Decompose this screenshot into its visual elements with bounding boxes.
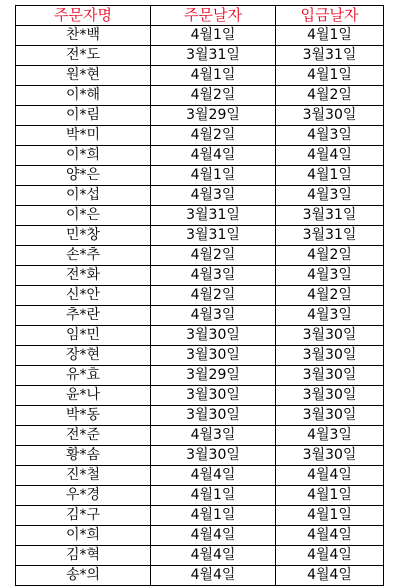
orderer-name-cell: 손*추 [16, 246, 151, 266]
order-date-cell: 3월30일 [151, 346, 276, 366]
orderer-name-cell: 이*은 [16, 206, 151, 226]
order-date-cell: 4월4일 [151, 146, 276, 166]
payment-date-cell: 4월1일 [276, 506, 384, 526]
orderer-name-cell: 이*해 [16, 86, 151, 106]
order-date-cell: 3월31일 [151, 206, 276, 226]
orderer-name-cell: 임*민 [16, 326, 151, 346]
orderer-name-cell: 전*화 [16, 266, 151, 286]
table-row [16, 366, 384, 386]
payment-date-cell: 4월4일 [276, 526, 384, 546]
order-date-cell: 4월1일 [151, 486, 276, 506]
order-date-cell: 4월4일 [151, 546, 276, 566]
header-row [16, 6, 384, 26]
table-row [16, 526, 384, 546]
orderer-name-cell: 우*경 [16, 486, 151, 506]
table-row [16, 286, 384, 306]
payment-date-cell: 3월30일 [276, 366, 384, 386]
orderer-name-cell: 박*동 [16, 406, 151, 426]
orderer-name-cell: 추*란 [16, 306, 151, 326]
order-date-cell: 3월31일 [151, 226, 276, 246]
order-date-cell: 4월3일 [151, 266, 276, 286]
orderer-name-cell: 원*현 [16, 66, 151, 86]
order-date-cell: 3월30일 [151, 386, 276, 406]
orderer-name-cell: 유*효 [16, 366, 151, 386]
orderer-name-cell: 송*의 [16, 566, 151, 586]
table-row [16, 566, 384, 586]
orderer-name-cell: 양*은 [16, 166, 151, 186]
orderer-name-cell: 이*섭 [16, 186, 151, 206]
order-date-cell: 4월4일 [151, 566, 276, 586]
order-date-cell: 3월29일 [151, 106, 276, 126]
table-row [16, 406, 384, 426]
table-row [16, 246, 384, 266]
table-row [16, 346, 384, 366]
order-date-cell: 4월3일 [151, 306, 276, 326]
payment-date-cell: 3월30일 [276, 346, 384, 366]
table-row [16, 486, 384, 506]
payment-date-cell: 3월30일 [276, 386, 384, 406]
orderer-name-cell: 장*현 [16, 346, 151, 366]
payment-date-cell: 3월31일 [276, 46, 384, 66]
payment-date-cell: 3월30일 [276, 406, 384, 426]
order-date-cell: 3월30일 [151, 446, 276, 466]
orderer-name-cell: 김*구 [16, 506, 151, 526]
order-date-cell: 4월4일 [151, 526, 276, 546]
table-row [16, 266, 384, 286]
table-row [16, 86, 384, 106]
table-row [16, 386, 384, 406]
orderer-name-cell: 전*도 [16, 46, 151, 66]
header-orderer-name: 주문자명 [16, 6, 151, 26]
table-row [16, 226, 384, 246]
table-row [16, 186, 384, 206]
table-row [16, 426, 384, 446]
payment-date-cell: 4월1일 [276, 26, 384, 46]
table-row [16, 546, 384, 566]
payment-date-cell: 4월4일 [276, 466, 384, 486]
order-date-cell: 3월30일 [151, 406, 276, 426]
header-payment-date: 입금날자 [276, 6, 384, 26]
orderer-name-cell: 이*희 [16, 146, 151, 166]
table-row [16, 146, 384, 166]
order-date-cell: 4월1일 [151, 506, 276, 526]
order-date-cell: 3월29일 [151, 366, 276, 386]
payment-date-cell: 3월31일 [276, 226, 384, 246]
payment-date-cell: 4월1일 [276, 166, 384, 186]
payment-date-cell: 3월30일 [276, 106, 384, 126]
payment-date-cell: 4월4일 [276, 566, 384, 586]
table-row [16, 446, 384, 466]
table-body [16, 26, 384, 586]
orderer-name-cell: 민*창 [16, 226, 151, 246]
payment-date-cell: 4월3일 [276, 306, 384, 326]
orderer-name-cell: 진*철 [16, 466, 151, 486]
payment-date-cell: 4월4일 [276, 546, 384, 566]
order-date-cell: 4월1일 [151, 166, 276, 186]
table-row [16, 26, 384, 46]
order-date-cell: 4월2일 [151, 126, 276, 146]
orderer-name-cell: 전*준 [16, 426, 151, 446]
order-date-cell: 4월2일 [151, 86, 276, 106]
payment-date-cell: 3월30일 [276, 326, 384, 346]
orderer-name-cell: 신*안 [16, 286, 151, 306]
orderer-name-cell: 찬*백 [16, 26, 151, 46]
order-date-cell: 4월3일 [151, 426, 276, 446]
orderer-name-cell: 김*혁 [16, 546, 151, 566]
table-row [16, 326, 384, 346]
orderer-name-cell: 이*희 [16, 526, 151, 546]
payment-date-cell: 4월3일 [276, 426, 384, 446]
orderer-name-cell: 이*림 [16, 106, 151, 126]
payment-date-cell: 4월2일 [276, 246, 384, 266]
table-row [16, 506, 384, 526]
table-row [16, 106, 384, 126]
order-date-cell: 4월2일 [151, 286, 276, 306]
table-row [16, 166, 384, 186]
table-row [16, 126, 384, 146]
header-order-date: 주문날자 [151, 6, 276, 26]
order-date-cell: 4월3일 [151, 186, 276, 206]
orderer-name-cell: 윤*나 [16, 386, 151, 406]
orderer-name-cell: 황*솜 [16, 446, 151, 466]
payment-date-cell: 4월4일 [276, 146, 384, 166]
orderer-name-cell: 박*미 [16, 126, 151, 146]
order-date-cell: 3월31일 [151, 46, 276, 66]
payment-date-cell: 4월3일 [276, 186, 384, 206]
order-payment-table [15, 5, 384, 586]
payment-date-cell: 3월30일 [276, 446, 384, 466]
payment-date-cell: 3월31일 [276, 206, 384, 226]
table-row [16, 206, 384, 226]
table-row [16, 46, 384, 66]
payment-date-cell: 4월2일 [276, 86, 384, 106]
table-row [16, 306, 384, 326]
order-date-cell: 4월4일 [151, 466, 276, 486]
order-date-cell: 3월30일 [151, 326, 276, 346]
table-row [16, 466, 384, 486]
payment-date-cell: 4월1일 [276, 66, 384, 86]
order-date-cell: 4월2일 [151, 246, 276, 266]
payment-date-cell: 4월3일 [276, 266, 384, 286]
payment-date-cell: 4월1일 [276, 486, 384, 506]
order-date-cell: 4월1일 [151, 26, 276, 46]
table-row [16, 66, 384, 86]
payment-date-cell: 4월3일 [276, 126, 384, 146]
order-date-cell: 4월1일 [151, 66, 276, 86]
payment-date-cell: 4월2일 [276, 286, 384, 306]
